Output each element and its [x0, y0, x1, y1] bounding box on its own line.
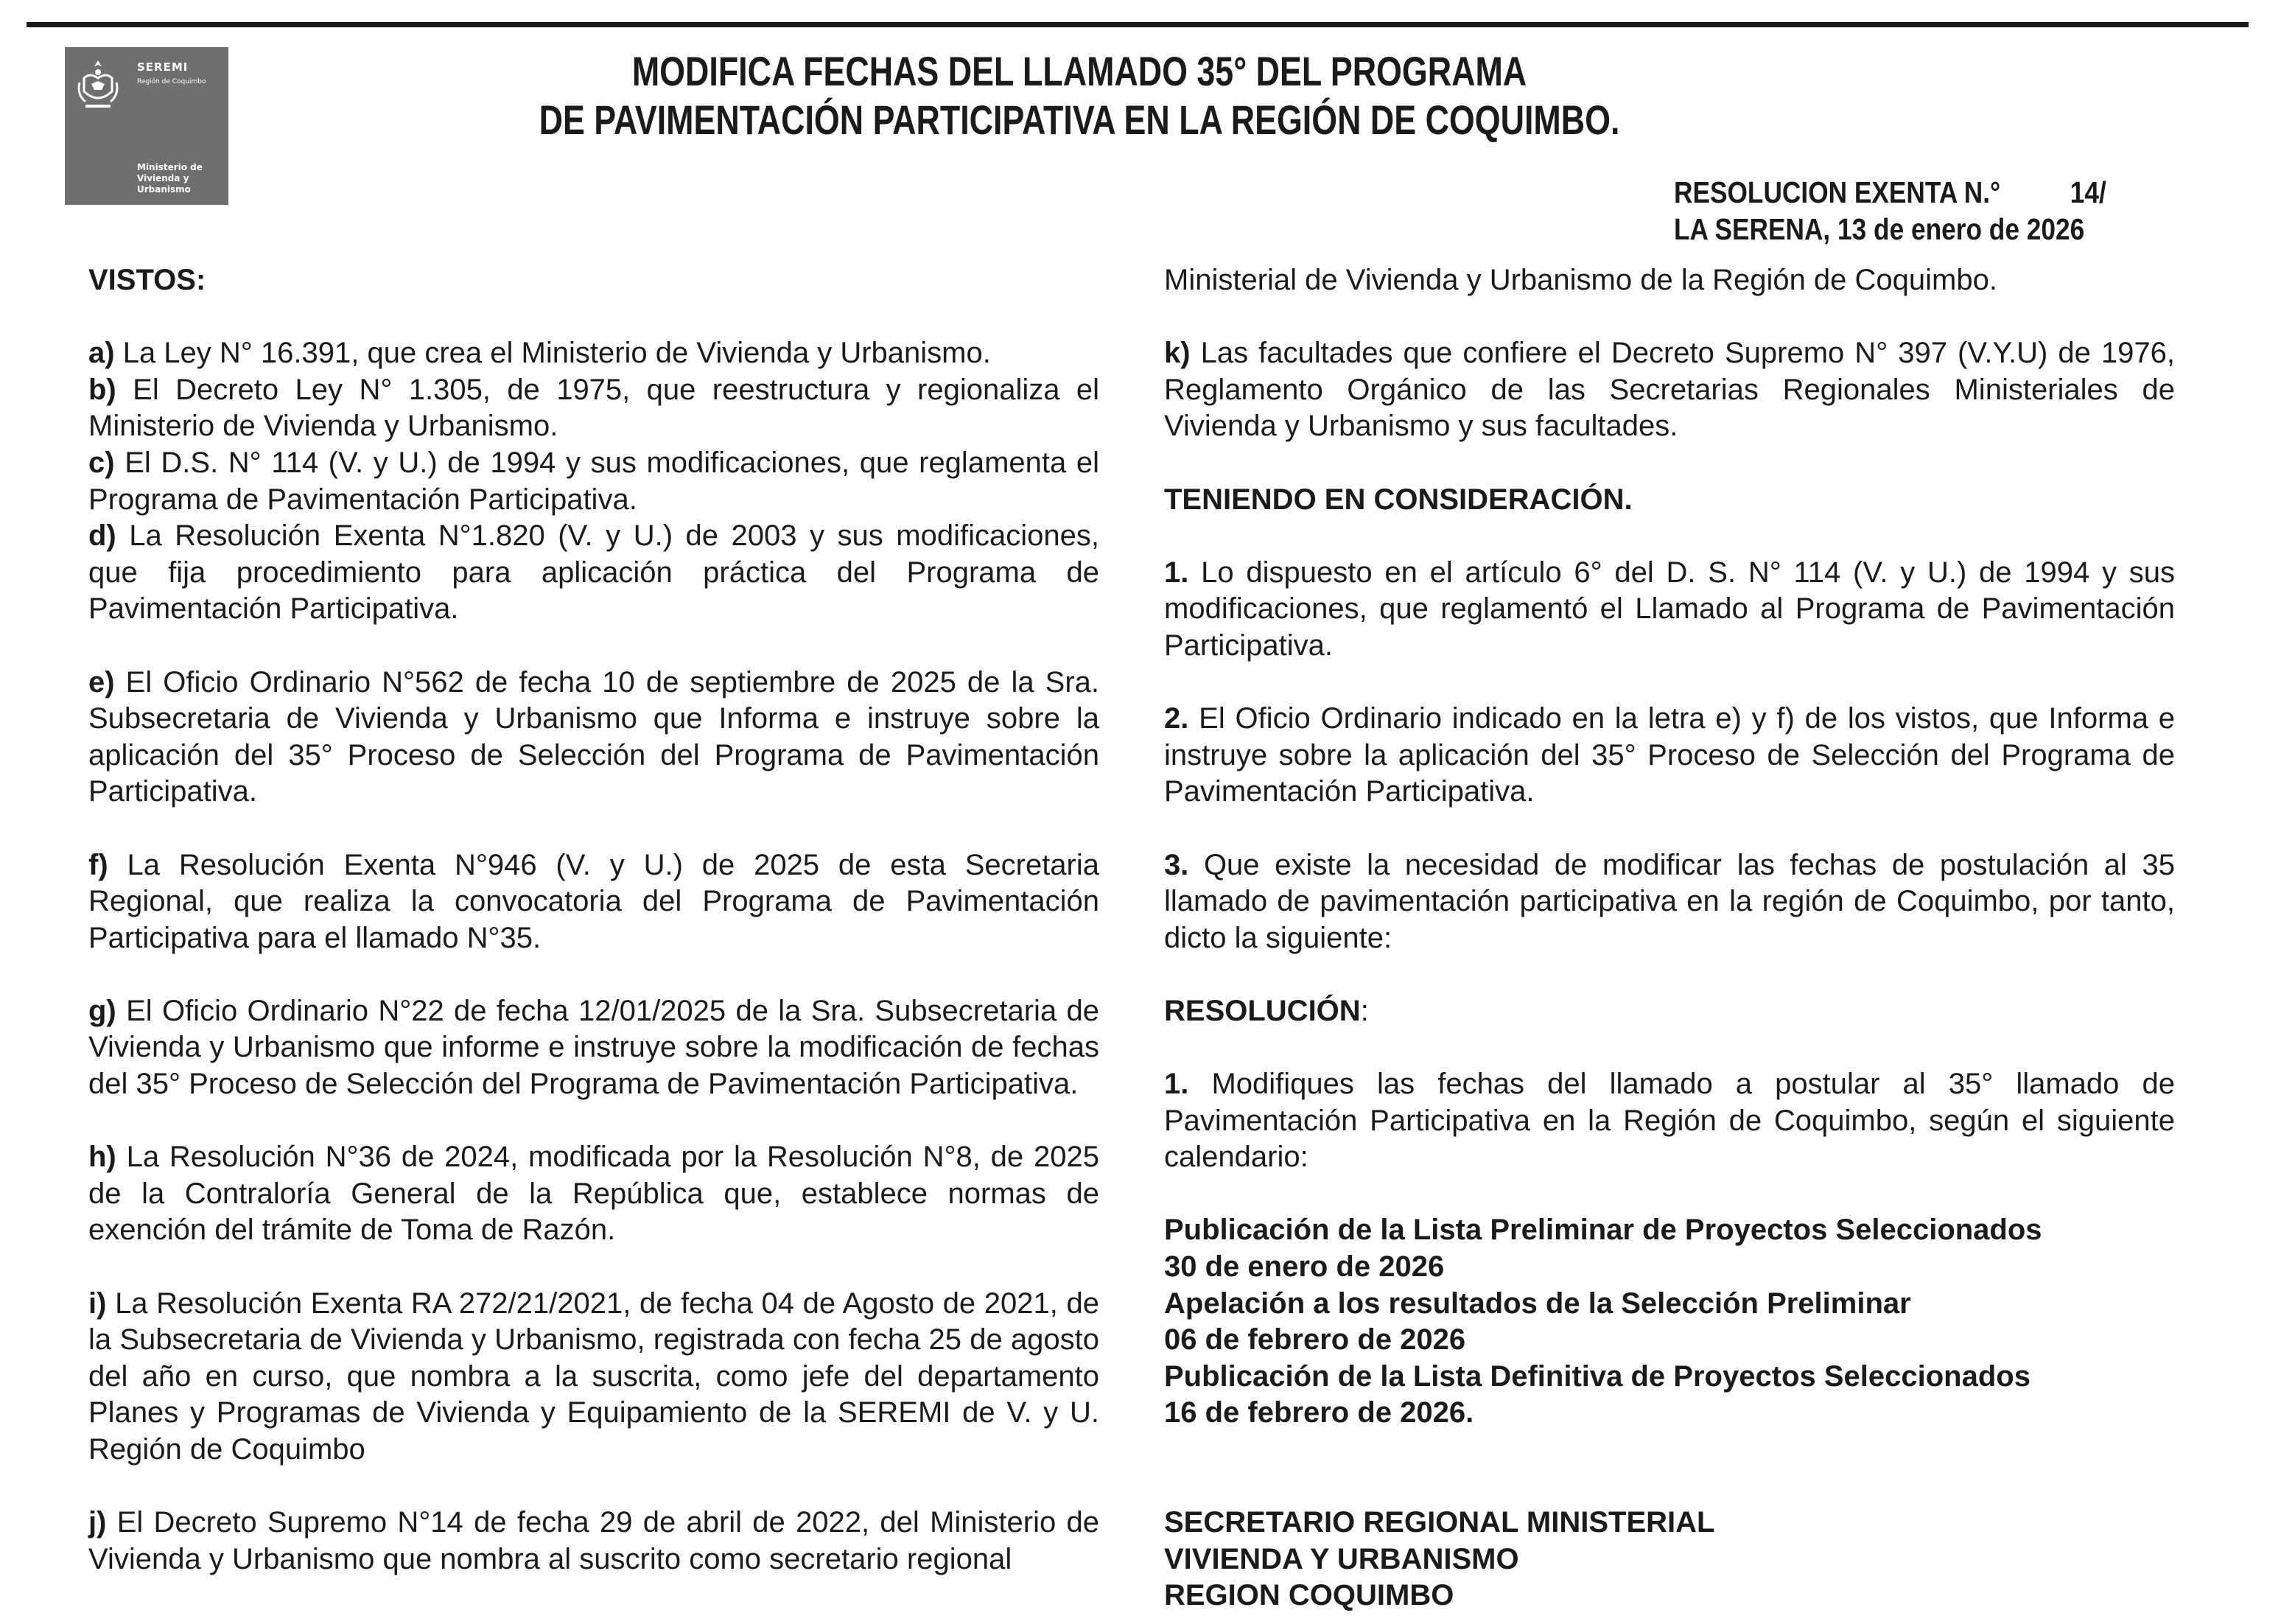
- vistos-heading: VISTOS:: [88, 264, 206, 296]
- left-column: [88, 262, 1099, 1578]
- calendar-item: Publicación de la Lista Definitiva de Proyectos Seleccionados: [1164, 1359, 2031, 1393]
- vistos-item-g: g) El Oficio Ordinario N°22 de fecha 12/01/2025 de la Sra. Subsecretaria de Vivienda y Urbanismo que informe e instruye sobre la modificación de fechas del 35° Proceso de Selección del Programa de Pavimentación Participativa.: [88, 994, 1099, 1101]
- calendar-list: [1164, 1212, 2175, 1432]
- signature-line: SECRETARIO REGIONAL MINISTERIAL: [1164, 1506, 1715, 1539]
- calendar-item: Apelación a los resultados de la Selección Preliminar: [1164, 1287, 1911, 1320]
- signature-block: [1164, 1505, 2175, 1614]
- title-line-2: DE PAVIMENTACIÓN PARTICIPATIVA EN LA REGIÓN DE COQUIMBO.: [539, 97, 1620, 143]
- seremi-logo: [65, 47, 228, 205]
- resolucion-heading: RESOLUCIÓN:: [1164, 994, 1369, 1027]
- page-title: [475, 47, 1683, 144]
- right-column: [1164, 262, 2175, 1614]
- signature-line: REGION COQUIMBO: [1164, 1579, 1454, 1612]
- vistos-item-a: a) La Ley N° 16.391, que crea el Ministerio de Vivienda y Urbanismo.: [88, 337, 991, 370]
- vistos-item-d: d) La Resolución Exenta N°1.820 (V. y U.) de 2003 y sus modificaciones, que fija procedimiento para aplicación práctica del Programa de Pavimentación Participativa.: [88, 519, 1099, 626]
- calendar-date: 30 de enero de 2026: [1164, 1250, 1445, 1284]
- considerando-item-1: 1. Lo dispuesto en el artículo 6° del D. S. N° 114 (V. y U.) de 1994 y sus modificaciones, que reglamentó el Llamado al Programa de Pavimentación Participativa.: [1164, 556, 2175, 662]
- vistos-item-f: f) La Resolución Exenta N°946 (V. y U.) de 2025 de esta Secretaria Regional, que realiza la convocatoria del Programa de Pavimentación Participativa para el llamado N°35.: [88, 848, 1099, 954]
- vistos-item-i: i) La Resolución Exenta RA 272/21/2021, de fecha 04 de Agosto de 2021, de la Subsecretaria de Vivienda y Urbanismo, registrada con fecha 25 de agosto del año en curso, que nombra a la suscrita, como jefe del departamento Planes y Programas de Vivienda y Equipamiento de la SEREMI de V. y U. Región de Coquimbo: [88, 1287, 1099, 1466]
- considerando-item-3: 3. Que existe la necesidad de modificar las fechas de postulación al 35 llamado de pavimentación participativa en la región de Coquimbo, por tanto, dicto la siguiente:: [1164, 848, 2175, 954]
- vistos-item-h: h) La Resolución N°36 de 2024, modificada por la Resolución N°8, de 2025 de la Contraloría General de la República que, establece normas de exención del trámite de Toma de Razón.: [88, 1141, 1099, 1247]
- vistos-item-j-continued: Ministerial de Vivienda y Urbanismo de la Región de Coquimbo.: [1164, 264, 1997, 296]
- resolution-block: [1674, 174, 2106, 248]
- vistos-item-c: c) El D.S. N° 114 (V. y U.) de 1994 y sus modificaciones, que reglamenta el Programa de Pavimentación Participativa.: [88, 446, 1099, 516]
- calendar-date: 16 de febrero de 2026.: [1164, 1396, 1474, 1429]
- calendar-date: 06 de febrero de 2026: [1164, 1323, 1466, 1357]
- logo-org: SEREMI: [137, 60, 189, 74]
- place-date: LA SERENA, 13 de enero de 2026: [1674, 212, 2085, 246]
- logo-ministry: Ministerio de Vivienda y Urbanismo: [137, 162, 203, 195]
- calendar-item: Publicación de la Lista Preliminar de Proyectos Seleccionados: [1164, 1214, 2042, 1247]
- vistos-item-e: e) El Oficio Ordinario N°562 de fecha 10 de septiembre de 2025 de la Sra. Subsecretaria de Vivienda y Urbanismo que Informa e instruye sobre la aplicación del 35° Proceso de Selección del Programa de Pavimentación Participativa.: [88, 665, 1099, 808]
- chile-coat-of-arms-icon: [75, 56, 121, 112]
- top-rule: [27, 22, 2249, 27]
- vistos-item-j: j) El Decreto Supremo N°14 de fecha 29 de abril de 2022, del Ministerio de Vivienda y Urbanismo que nombra al suscrito como secretario regional: [88, 1506, 1099, 1575]
- signature-line: VIVIENDA Y URBANISMO: [1164, 1542, 1519, 1575]
- resolution-number: 14/: [2070, 175, 2106, 209]
- resolution-label: RESOLUCION EXENTA N.°: [1674, 175, 2001, 209]
- logo-region: Región de Coquimbo: [137, 78, 206, 85]
- considerando-item-2: 2. El Oficio Ordinario indicado en la letra e) y f) de los vistos, que Informa e instruye sobre la aplicación del 35° Proceso de Selección del Programa de Pavimentación Participativa.: [1164, 702, 2175, 808]
- vistos-item-k: k) Las facultades que confiere el Decreto Supremo N° 397 (V.Y.U) de 1976, Reglamento Orgánico de las Secretarias Regionales Ministeriales de Vivienda y Urbanismo y sus facultades.: [1164, 337, 2175, 443]
- title-line-1: MODIFICA FECHAS DEL LLAMADO 35° DEL PROGRAMA: [631, 48, 1527, 94]
- vistos-item-b: b) El Decreto Ley N° 1.305, de 1975, que reestructura y regionaliza el Ministerio de Vivienda y Urbanismo.: [88, 373, 1099, 443]
- resolucion-item-1: 1. Modifiques las fechas del llamado a postular al 35° llamado de Pavimentación Participativa en la Región de Coquimbo, según el siguiente calendario:: [1164, 1068, 2175, 1174]
- considerando-heading: TENIENDO EN CONSIDERACIÓN.: [1164, 483, 1633, 516]
